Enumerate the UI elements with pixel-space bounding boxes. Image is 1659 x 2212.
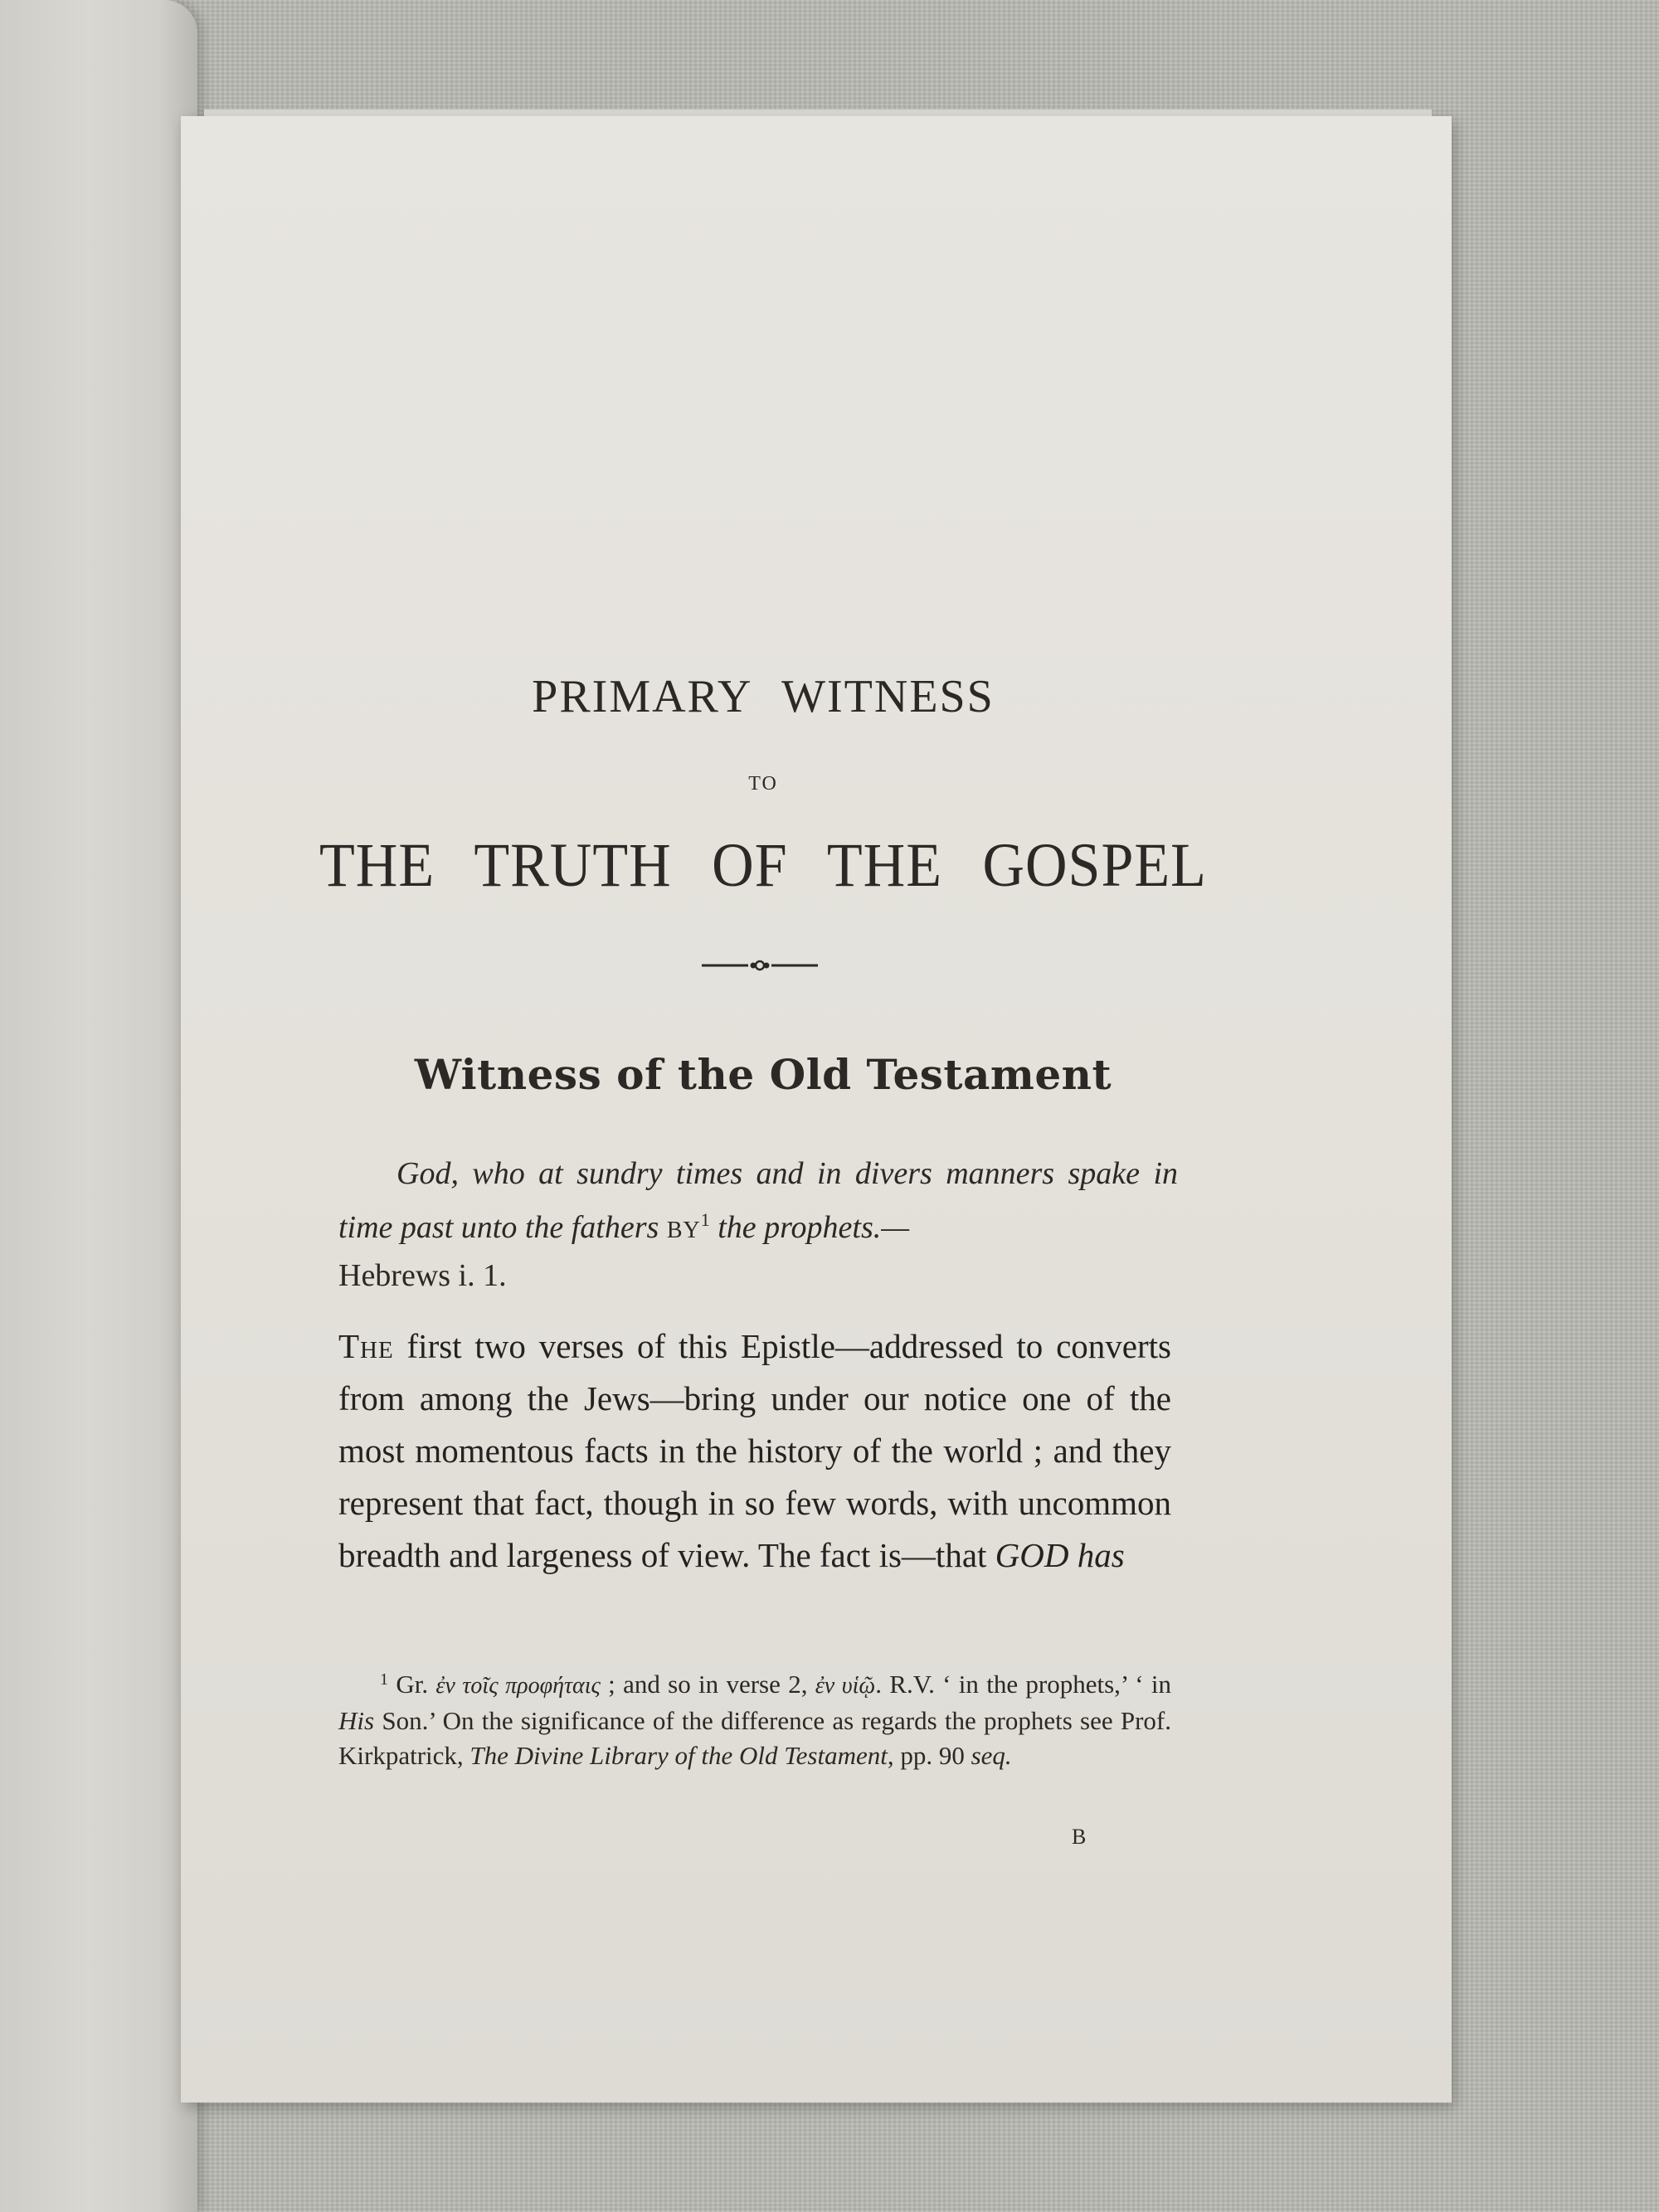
footnote-greek-a: ἐν τοῖς προφήταις [435,1673,601,1699]
epigraph-by: BY [666,1218,701,1243]
footnote-greek-b: ἐν υἱῷ [815,1673,876,1699]
body-text-italic: GOD has [995,1536,1125,1574]
ornament-rule-icon [702,957,818,974]
footnote-text-c: . R.V. ‘ in the prophets,’ ‘ in [875,1670,1171,1699]
epigraph [338,1151,1178,1299]
left-page [0,0,197,2212]
footnote-seq: seq. [971,1741,1012,1770]
footnote-text-e: , pp. 90 [887,1741,971,1770]
footnote-text-d: Son.’ On the significance of the difference as regards the prophets see Prof. Kirkpatrick, [338,1706,1171,1770]
epigraph-reference: Hebrews i. 1. [338,1258,507,1293]
body-paragraph [338,1320,1171,1582]
footnote-mark: 1 [380,1670,388,1689]
heading-primary-witness: PRIMARY WITNESS [532,671,995,722]
body-text: first two verses of this Epistle—addressed to converts from among the Jews—bring under our notice one of the most momentous facts in the history of the world ; and they represent that fact, though in so few words, with uncommon breadth and largeness of view. The fact is—that [338,1327,1171,1574]
heading-connector: TO [748,773,778,795]
footnote-text-b: ; and so in verse 2, [600,1670,815,1699]
heading-truth-of-gospel: THE TRUTH OF THE GOSPEL [319,830,1207,901]
epigraph-text-end: the prophets.— [709,1210,910,1245]
section-title: Witness of the Old Testament [414,1050,1112,1099]
body-lead-word: The [338,1327,394,1365]
footnote-text-a: Gr. [388,1670,436,1699]
epigraph-text: God, who at sundry times and in divers manners spake in time past unto the fathers [338,1156,1178,1245]
book-page [181,116,1452,2103]
footnote-book-title: The Divine Library of the Old Testament [469,1741,888,1770]
footnote-his: His [338,1706,375,1735]
signature-mark: B [1072,1825,1087,1849]
epigraph-note-mark: 1 [700,1209,710,1230]
footnote [338,1662,1171,1773]
